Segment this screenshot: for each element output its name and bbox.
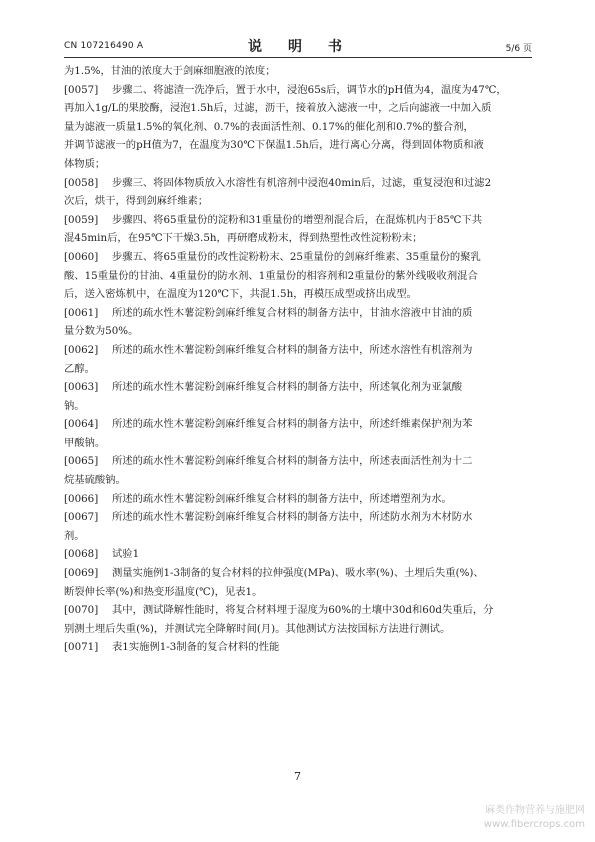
line-text: 断裂伸长率(%)和热变形温度(℃)，见表1。 [64,585,263,598]
text-line [64,452,534,471]
header-divider [64,57,532,58]
line-text: 步骤四、将65重量份的淀粉和31重量份的增塑剂混合后，在混炼机内于85℃下共 [112,213,483,226]
line-text: 钠。 [64,399,85,412]
paragraph-number: [0062] [64,343,99,356]
text-line [64,174,534,193]
page-count: 5/6 页 [505,44,532,54]
line-text: 所述的疏水性木薯淀粉剑麻纤维复合材料的制备方法中，所述水溶性有机溶剂为 [112,343,473,356]
paragraph-number: [0063] [64,381,99,394]
text-line [64,229,534,248]
line-text: 后，送入密炼机中，在温度为120℃下，共混1.5h，再模压成型或挤出成型。 [64,288,417,301]
text-line [64,81,534,100]
document-number: CN 107216490 A [64,41,144,51]
text-line [64,564,534,583]
line-text: 为1.5%，甘油的浓度大于剑麻细胞液的浓度； [64,65,276,77]
line-text: 甲酸钠。 [64,436,106,449]
watermark-line-2: www.fibercrops.com [483,819,585,830]
text-line [64,211,534,230]
line-text: 烷基硫酸钠。 [64,474,126,487]
line-text: 所述的疏水性木薯淀粉剑麻纤维复合材料的制备方法中，所述防水剂为木材防水 [112,511,473,524]
line-text: 步骤二、将滤渣一洗净后，置于水中，浸泡65s后，调节水的pH值为4，温度为47℃， [112,83,507,96]
line-text: 所述的疏水性木薯淀粉剑麻纤维复合材料的制备方法中，所述表面活性剂为十二 [112,455,473,468]
text-line [64,583,534,602]
text-line [64,304,534,323]
line-text: 乙醇。 [64,362,95,375]
document-body [64,62,534,657]
text-line [64,99,534,118]
text-line [64,192,534,211]
text-line [64,527,534,546]
line-text: 试验1 [112,548,140,561]
text-line [64,545,534,564]
line-text: 剂。 [64,529,85,542]
line-text: 量分数为50%。 [64,325,139,338]
text-line [64,136,534,155]
text-line [64,62,534,81]
paragraph-number: [0057] [64,83,99,96]
watermark-line-1: 麻类作物营养与施肥网 [485,805,585,816]
text-line [64,322,534,341]
line-text: 体物质； [64,157,106,170]
text-line [64,638,534,657]
text-line [64,155,534,174]
text-line [64,471,534,490]
line-text: 测量实施例1-3制备的复合材料的拉伸强度(MPa)、吸水率(%)、土埋后失重(%)、 [112,567,484,580]
paragraph-number: [0060] [64,250,99,263]
paragraph-number: [0066] [64,492,99,505]
watermark [484,804,585,832]
text-line [64,415,534,434]
text-line [64,434,534,453]
line-text: 并调节滤液一的pH值为7，在温度为30℃下保温1.5h后，进行离心分离，得到固体物质和液 [64,139,484,152]
paragraph-number: [0068] [64,548,99,561]
paragraph-number: [0067] [64,511,99,524]
line-text: 表1实施例1-3制备的复合材料的性能 [112,641,280,654]
paragraph-number: [0065] [64,455,99,468]
line-text: 步骤三、将固体物质放入水溶性有机溶剂中浸泡40min后，过滤，重复浸泡和过滤2 [112,176,492,189]
line-text: 别测土埋后失重(%)，并测试完全降解时间(月)。其他测试方法按国标方法进行测试。 [64,622,451,635]
paragraph-number: [0069] [64,567,99,580]
page-title: 说 明 书 [248,39,348,55]
line-text: 所述的疏水性木薯淀粉剑麻纤维复合材料的制备方法中，所述增塑剂为水。 [112,492,452,505]
line-text: 混45min后，在95℃下干燥3.5h，再研磨成粉末，得到热塑性改性淀粉粉末； [64,232,423,245]
text-line [64,267,534,286]
text-line [64,248,534,267]
text-line [64,341,534,360]
line-text: 所述的疏水性木薯淀粉剑麻纤维复合材料的制备方法中，甘油水溶液中甘油的质 [112,306,473,319]
line-text: 所述的疏水性木薯淀粉剑麻纤维复合材料的制备方法中，所述纤维素保护剂为苯 [112,418,473,431]
text-line [64,601,534,620]
text-line [64,508,534,527]
line-text: 酸、15重量份的甘油、4重量份的防水剂、1重量份的相容剂和2重量份的紫外线吸收剂混合 [64,269,478,282]
line-text: 次后，烘干，得到剑麻纤维素； [64,195,209,208]
text-line [64,620,534,639]
paragraph-number: [0061] [64,306,99,319]
line-text: 所述的疏水性木薯淀粉剑麻纤维复合材料的制备方法中，所述氧化剂为亚氯酸 [112,381,463,394]
paragraph-number: [0071] [64,641,99,654]
paragraph-number: [0058] [64,176,99,189]
line-text: 其中，测试降解性能时，将复合材料埋于湿度为60%的土壤中30d和60d失重后，分 [112,604,494,617]
line-text: 步骤五、将65重量份的改性淀粉粉末、25重量份的剑麻纤维素、35重量份的聚乳 [112,250,481,263]
text-line [64,397,534,416]
line-text: 量为滤液一质量1.5%的氧化剂、0.7%的表面活性剂、0.17%的催化剂和0.7%的螯合剂， [64,120,474,133]
page-header [64,36,532,56]
text-line [64,378,534,397]
line-text: 再加入1g/L的果胶酶，浸泡1.5h后，过滤，沥干，接着放入滤液一中，之后向滤液一中加入质 [64,102,492,115]
paragraph-number: [0059] [64,213,99,226]
page-number: 7 [294,770,301,783]
text-line [64,360,534,379]
text-line [64,285,534,304]
text-line [64,490,534,509]
text-line [64,118,534,137]
paragraph-number: [0064] [64,418,99,431]
paragraph-number: [0070] [64,604,99,617]
